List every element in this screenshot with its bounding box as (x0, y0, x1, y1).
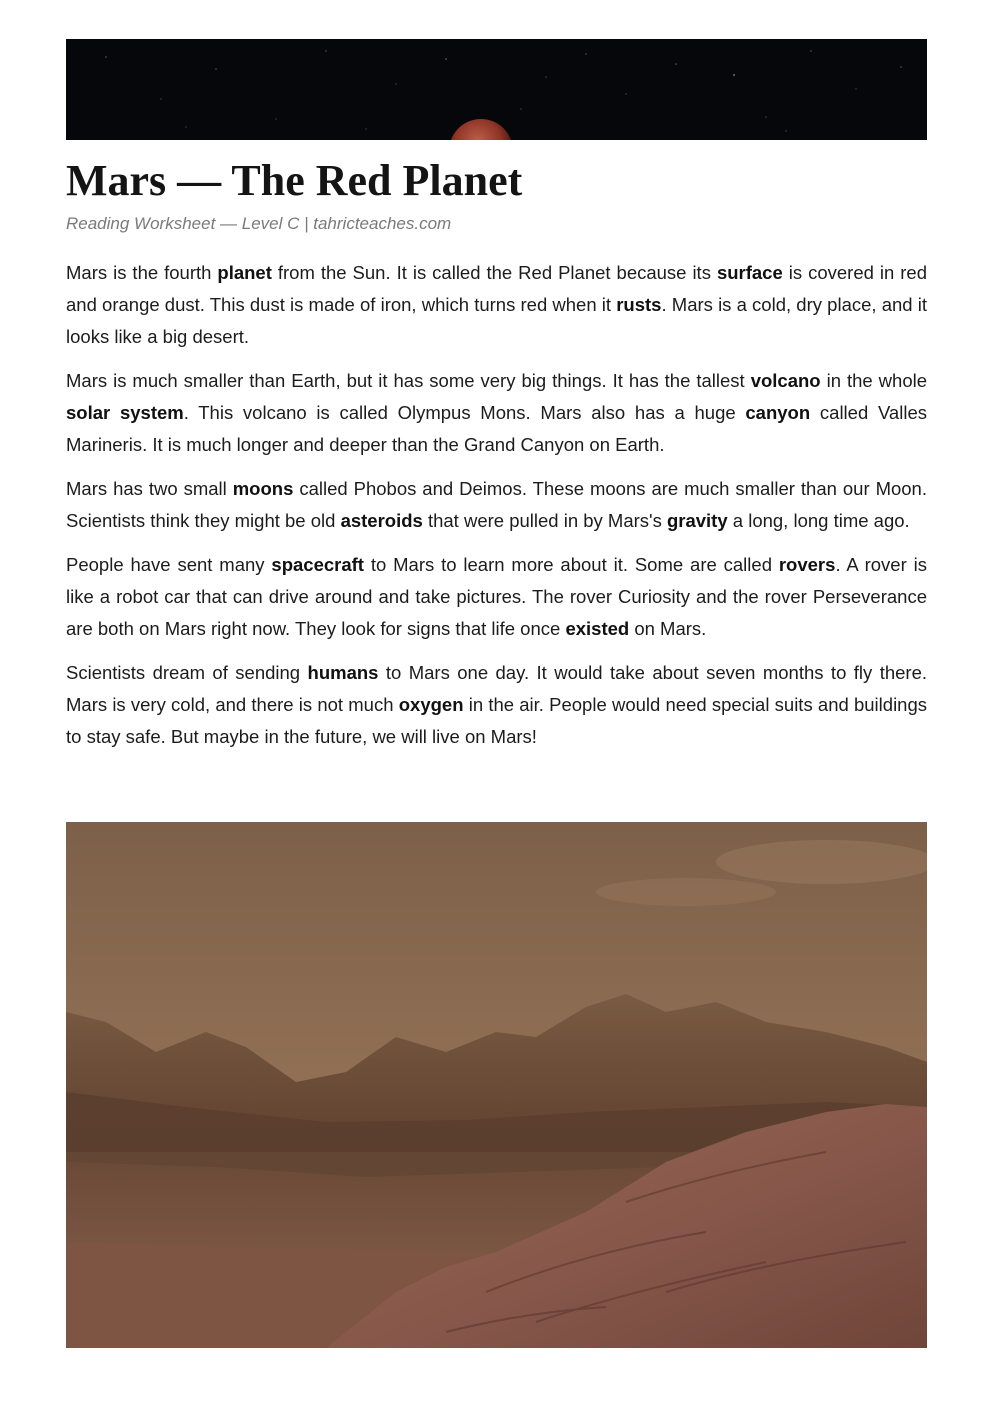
reading-passage (66, 257, 927, 753)
vocabulary-word: humans (307, 662, 379, 683)
paragraph-2: Mars is much smaller than Earth, but it has some very big things. It has the tallest volcano in the whole solar system. This volcano is called Olympus Mons. Mars also has a huge canyon called Valles Marineris. It is much longer and deeper than the Grand Canyon on Earth. (66, 370, 928, 455)
vocabulary-word: solar system (66, 402, 184, 423)
page-subtitle: Reading Worksheet — Level C | tahricteaches.com (66, 214, 452, 233)
vocabulary-word: spacecraft (271, 554, 364, 575)
vocabulary-word: planet (217, 262, 272, 283)
paragraph-1: Mars is the fourth planet from the Sun. It is called the Red Planet because its surface is covered in red and orange dust. This dust is made of iron, which turns red when it rusts. Mars is a cold, dry place, and it looks like a big desert. (66, 262, 927, 347)
vocabulary-word: existed (565, 618, 630, 639)
vocabulary-word: moons (232, 478, 294, 499)
vocabulary-word: canyon (745, 402, 811, 423)
vocabulary-word: surface (716, 262, 783, 283)
vocabulary-word: oxygen (398, 694, 464, 715)
paragraph-5: Scientists dream of sending humans to Mars one day. It would take about seven months to fly there. Mars is very cold, and there is not much oxygen in the air. People would need special suits and buildings to stay safe. But maybe in the future, we will live on Mars! (66, 662, 928, 747)
paragraph-4: People have sent many spacecraft to Mars to learn more about it. Some are called rovers. A rover is like a robot car that can drive around and take pictures. The rover Curiosity and the rover Perseverance are both on Mars right now. They look for signs that life once existed on Mars. (66, 554, 927, 639)
vocabulary-word: rusts (616, 294, 662, 315)
space-banner-image (66, 39, 927, 140)
worksheet-page (66, 39, 927, 765)
mars-astronaut-photo (66, 822, 927, 1348)
paragraph-3: Mars has two small moons called Phobos and Deimos. These moons are much smaller than our Moon. Scientists think they might be old asteroids that were pulled in by Mars's gravity a long, long time ago. (66, 478, 927, 531)
vocabulary-word: asteroids (340, 510, 423, 531)
vocabulary-word: volcano (750, 370, 821, 391)
page-title: Mars — The Red Planet (66, 156, 523, 205)
vocabulary-word: rovers (778, 554, 836, 575)
vocabulary-word: gravity (666, 510, 728, 531)
